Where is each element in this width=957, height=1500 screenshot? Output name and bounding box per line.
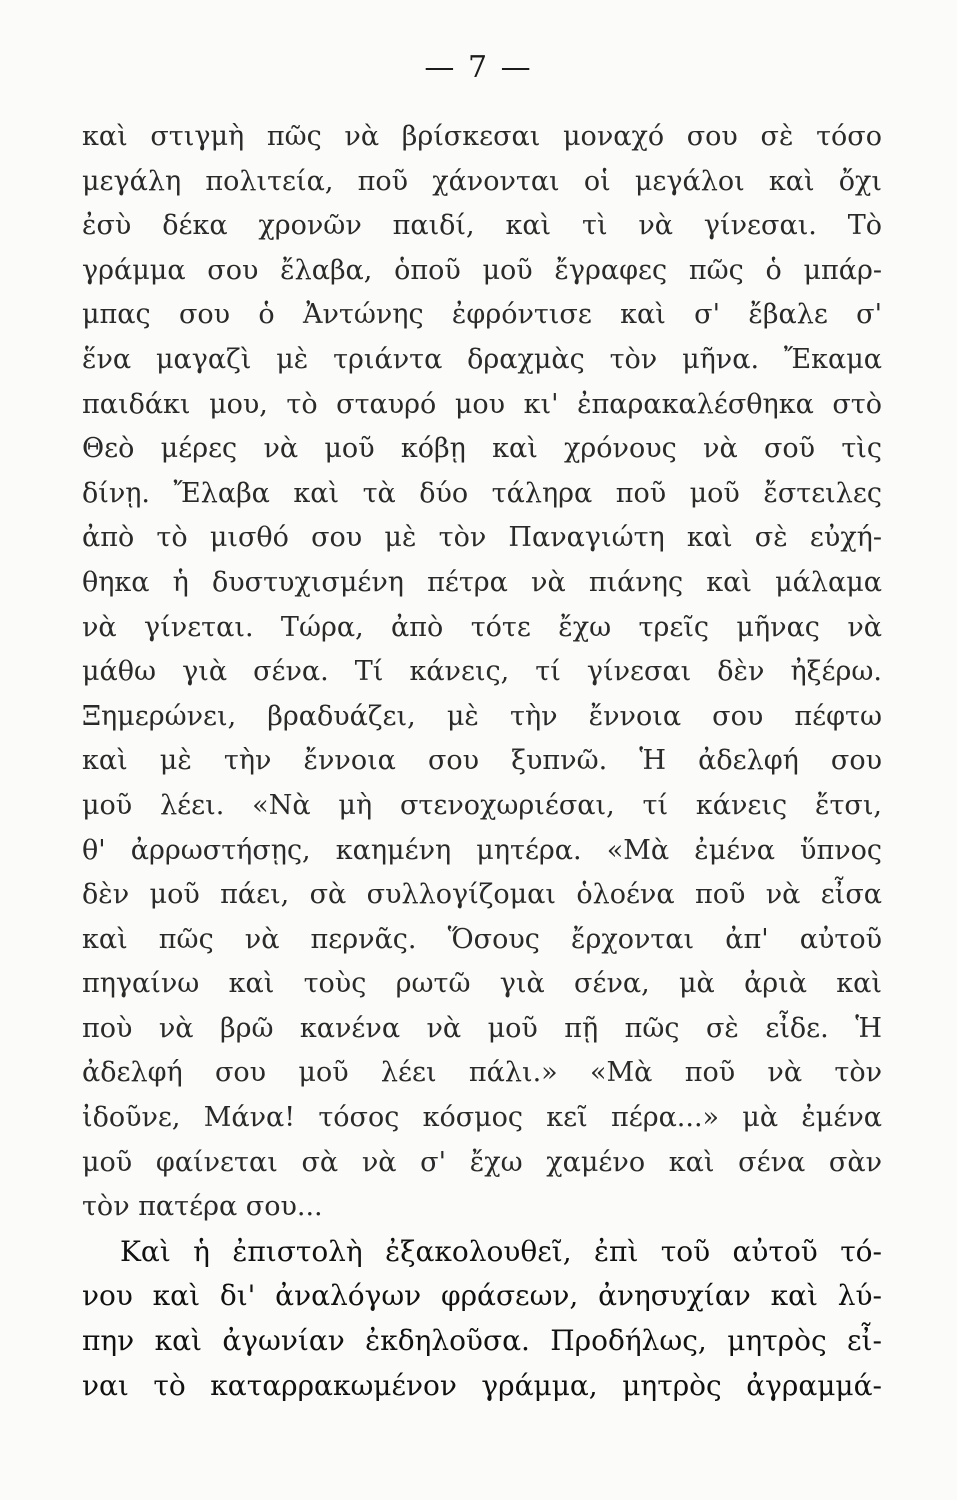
text-line: θηκα ἡ δυστυχισμένη πέτρα νὰ πιάνης καὶ μάλαμα <box>82 566 882 598</box>
text-line: θ' ἀρρωστήσῃς, καημένη μητέρα. «Μὰ ἐμένα ὕπνος <box>82 834 882 866</box>
text-line: δίνῃ. Ἔλαβα καὶ τὰ δύο τάληρα ποῦ μοῦ ἔστειλες <box>82 477 882 509</box>
page-number: — 7 — <box>424 50 533 85</box>
text-line: ἕνα μαγαζὶ μὲ τριάντα δραχμὰς τὸν μῆνα. Ἔκαμα <box>82 343 882 375</box>
text-line: ἀπὸ τὸ μισθό σου μὲ τὸν Παναγιώτη καὶ σὲ εὐχή- <box>82 522 882 554</box>
body-text <box>82 115 882 1408</box>
text-line: ἀδελφή σου μοῦ λέει πάλι.» «Μὰ ποῦ νὰ τὸν <box>82 1057 882 1089</box>
text-line: πηγαίνω καὶ τοὺς ρωτῶ γιὰ σένα, μὰ ἀριὰ καὶ <box>82 968 882 1000</box>
text-line: μπας σου ὁ Ἀντώνης ἐφρόντισε καὶ σ' ἔβαλε σ' <box>82 299 882 331</box>
text-line: πην καὶ ἀγωνίαν ἐκδηλοῦσα. Προδήλως, μητρὸς εἶ- <box>82 1324 882 1358</box>
text-line: μοῦ φαίνεται σὰ νὰ σ' ἔχω χαμένο καὶ σένα σὰν <box>82 1146 882 1178</box>
text-line: ἰδοῦνε, Μάνα! τόσος κόσμος κεῖ πέρα...» μὰ ἐμένα <box>82 1102 882 1134</box>
text-line: καὶ μὲ τὴν ἔννοια σου ξυπνῶ. Ἡ ἀδελφή σου <box>82 745 882 777</box>
text-line: γράμμα σου ἔλαβα, ὁποῦ μοῦ ἔγραφες πῶς ὁ μπάρ- <box>82 254 882 286</box>
text-line: Ξημερώνει, βραδυάζει, μὲ τὴν ἔννοια σου πέφτω <box>82 700 882 732</box>
text-line: δὲν μοῦ πάει, σὰ συλλογίζομαι ὁλοένα ποῦ νὰ εἶσα <box>82 879 882 911</box>
text-line: καὶ πῶς νὰ περνᾶς. Ὅσους ἔρχονται ἀπ' αὐτοῦ <box>82 923 882 955</box>
text-line: νὰ γίνεται. Τώρα, ἀπὸ τότε ἔχω τρεῖς μῆνας νὰ <box>82 611 882 643</box>
text-line: τὸν πατέρα σου... <box>82 1191 323 1223</box>
text-line: μεγάλη πολιτεία, ποῦ χάνονται οἱ μεγάλοι καὶ ὄχι <box>82 165 882 197</box>
text-line: νου καὶ δι' ἀναλόγων φράσεων, ἀνησυχίαν καὶ λύ- <box>82 1279 882 1313</box>
text-line: Θεὸ μέρες νὰ μοῦ κόβῃ καὶ χρόνους νὰ σοῦ τὶς <box>82 433 882 465</box>
text-line: ἐσὺ δέκα χρονῶν παιδί, καὶ τὶ νὰ γίνεσαι. Τὸ <box>82 210 882 242</box>
text-line: παιδάκι μου, τὸ σταυρό μου κι' ἐπαρακαλέσθηκα στὸ <box>82 388 882 420</box>
text-line: μοῦ λέει. «Νὰ μὴ στενοχωριέσαι, τί κάνεις ἔτσι, <box>82 789 882 821</box>
text-line: Καὶ ἡ ἐπιστολὴ ἐξακολουθεῖ, ἐπὶ τοῦ αὐτοῦ τό- <box>120 1234 882 1268</box>
text-line: μάθω γιὰ σένα. Τί κάνεις, τί γίνεσαι δὲν ἠξέρω. <box>82 656 882 688</box>
text-line: ναι τὸ καταρρακωμένον γράμμα, μητρὸς ἀγραμμά- <box>82 1368 882 1402</box>
text-line: ποὺ νὰ βρῶ κανένα νὰ μοῦ πῇ πῶς σὲ εἶδε. Ἡ <box>82 1012 882 1044</box>
text-line: καὶ στιγμὴ πῶς νὰ βρίσκεσαι μοναχό σου σὲ τόσο <box>82 121 882 152</box>
